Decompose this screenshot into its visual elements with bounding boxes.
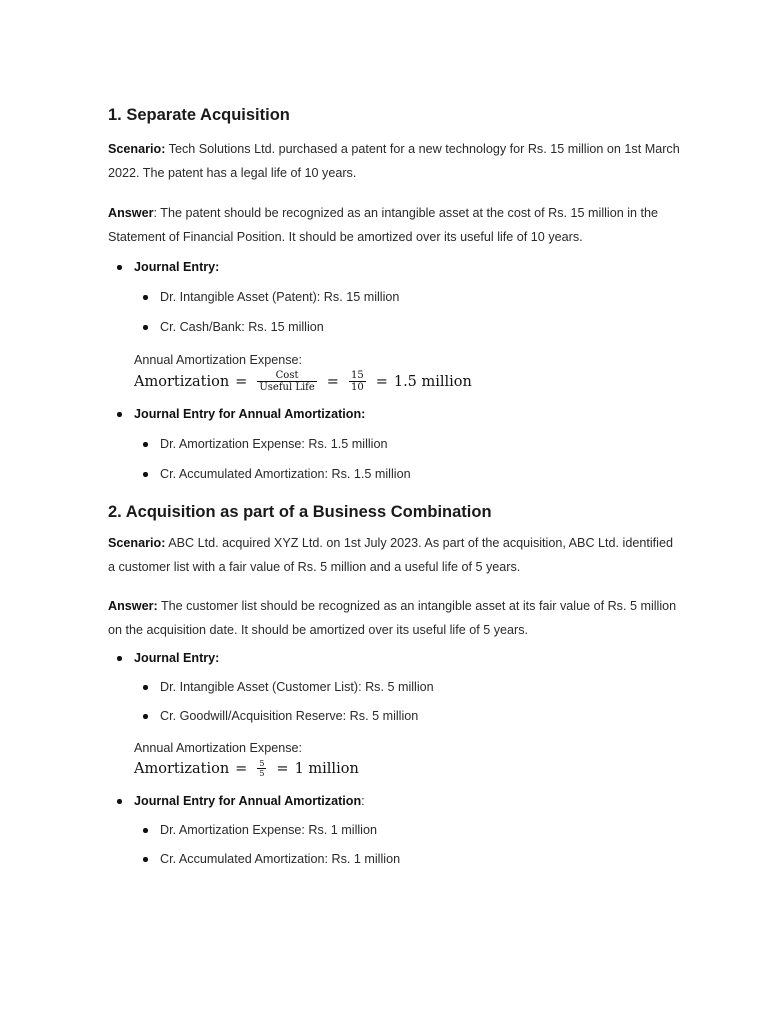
- equals-sign: =: [276, 760, 289, 777]
- annual-entry-label: Journal Entry for Annual Amortization: [134, 794, 362, 808]
- bullet-dot: [143, 442, 148, 447]
- answer-paragraph: [108, 201, 683, 249]
- amortization-formula: [134, 370, 472, 393]
- list-item: [134, 259, 219, 275]
- equals-sign: =: [235, 373, 248, 390]
- fraction-numerator: Cost: [275, 370, 299, 381]
- fraction-numerator: 15: [350, 370, 364, 381]
- list-item: [160, 708, 418, 724]
- section-heading: 1. Separate Acquisition: [108, 106, 290, 124]
- bullet-dot: [143, 325, 148, 330]
- bullet-dot: [143, 714, 148, 719]
- bullet-dot: [143, 828, 148, 833]
- annual-entry-colon: :: [361, 794, 365, 808]
- formula-result: 1 million: [294, 760, 359, 777]
- scenario-label: Scenario:: [108, 142, 166, 156]
- bullet-dot: [143, 295, 148, 300]
- fraction-denominator: Useful Life: [259, 382, 315, 393]
- equals-sign: =: [326, 373, 339, 390]
- amortization-label: Annual Amortization Expense:: [134, 741, 303, 755]
- credit-entry: Cr. Cash/Bank: Rs. 15 million: [160, 320, 324, 334]
- list-item: [160, 436, 387, 452]
- fraction-values: [349, 370, 366, 393]
- amortization-formula: [134, 759, 359, 778]
- annual-entry-label: Journal Entry for Annual Amortization:: [134, 407, 366, 421]
- amortization-label: Annual Amortization Expense:: [134, 353, 303, 367]
- list-item: [134, 650, 219, 666]
- credit-entry: Cr. Goodwill/Acquisition Reserve: Rs. 5 million: [160, 709, 419, 723]
- answer-label: Answer:: [108, 599, 158, 613]
- journal-entry-label: Journal Entry:: [134, 651, 220, 665]
- credit-entry: Cr. Accumulated Amortization: Rs. 1.5 million: [160, 467, 411, 481]
- fraction-values: [257, 759, 266, 778]
- fraction-denominator: 5: [259, 769, 265, 778]
- answer-paragraph: [108, 594, 683, 642]
- equals-sign: =: [235, 760, 248, 777]
- section-heading: 2. Acquisition as part of a Business Combination: [108, 503, 492, 521]
- scenario-paragraph: [108, 137, 683, 185]
- credit-entry: Cr. Accumulated Amortization: Rs. 1 million: [160, 852, 401, 866]
- debit-entry: Dr. Intangible Asset (Customer List): Rs. 5 million: [160, 680, 434, 694]
- equals-sign: =: [375, 373, 388, 390]
- debit-entry: Dr. Amortization Expense: Rs. 1 million: [160, 823, 377, 837]
- bullet-dot: [143, 857, 148, 862]
- answer-text: The customer list should be recognized as an intangible asset at its fair value of Rs. 5 million on the acquisition date. It should be amortized over its useful life of 5 years.: [108, 599, 677, 637]
- debit-entry: Dr. Amortization Expense: Rs. 1.5 million: [160, 437, 388, 451]
- answer-label: Answer: [108, 206, 154, 220]
- list-item: [160, 822, 377, 838]
- answer-text: : The patent should be recognized as an intangible asset at the cost of Rs. 15 million in the Statement of Financial Position. It should be amortized over its useful life of 10 years.: [108, 206, 659, 244]
- list-item: [134, 406, 365, 422]
- fraction-cost-life: [257, 370, 316, 393]
- bullet-dot: [117, 265, 122, 270]
- formula-lhs: Amortization: [134, 373, 230, 390]
- list-item: [160, 679, 434, 695]
- bullet-dot: [143, 472, 148, 477]
- list-item: [160, 466, 411, 482]
- list-item: [160, 319, 324, 335]
- scenario-label: Scenario:: [108, 536, 166, 550]
- list-item: [160, 851, 400, 867]
- formula-result: 1.5 million: [393, 373, 472, 390]
- bullet-dot: [117, 656, 122, 661]
- scenario-paragraph: [108, 531, 683, 579]
- bullet-dot: [117, 799, 122, 804]
- scenario-text: ABC Ltd. acquired XYZ Ltd. on 1st July 2023. As part of the acquisition, ABC Ltd. identified a customer list with a fair value of Rs. 5 million and a useful life of 5 years.: [108, 536, 673, 574]
- fraction-denominator: 10: [350, 382, 364, 393]
- list-item: [134, 793, 365, 809]
- bullet-dot: [143, 685, 148, 690]
- fraction-numerator: 5: [259, 759, 265, 768]
- formula-lhs: Amortization: [134, 760, 230, 777]
- bullet-dot: [117, 412, 122, 417]
- scenario-text: Tech Solutions Ltd. purchased a patent for a new technology for Rs. 15 million on 1st March 2022. The patent has a legal life of 10 years.: [108, 142, 680, 180]
- debit-entry: Dr. Intangible Asset (Patent): Rs. 15 million: [160, 290, 400, 304]
- journal-entry-label: Journal Entry:: [134, 260, 220, 274]
- list-item: [160, 289, 399, 305]
